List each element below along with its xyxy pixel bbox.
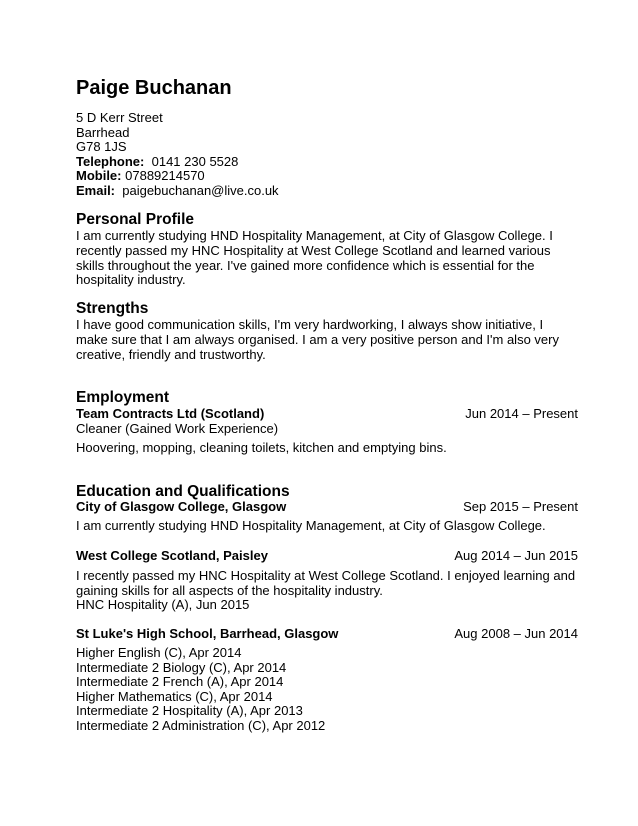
education-detail-line: Intermediate 2 Administration (C), Apr 2012 [76,717,326,733]
education-row [76,499,578,514]
education-dates: Aug 2014 – Jun 2015 [454,548,578,563]
contact-block [76,111,279,199]
education-detail-line: I recently passed my HNC Hospitality at West College Scotland. I enjoyed learning and [76,568,576,583]
education-row [76,626,578,641]
education-details [76,646,325,734]
telephone-row [76,155,279,170]
institution-name: West College Scotland, Paisley [76,548,268,563]
education-detail-line: Intermediate 2 Hospitality (A), Apr 2013 [76,703,303,719]
employment-row [76,406,578,421]
email-label: Email: [76,182,116,198]
education-details [76,519,546,534]
candidate-name: Paige Buchanan [76,77,232,99]
email-row [76,184,279,199]
institution-name: St Luke's High School, Barrhead, Glasgow [76,626,339,641]
institution-name: City of Glasgow College, Glasgow [76,499,287,514]
employer-name: Team Contracts Ltd (Scotland) [76,406,265,421]
education-heading: Education and Qualifications [76,483,290,500]
profile-text: I am currently studying HND Hospitality Management, at City of Glasgow College. I recently passed my HNC Hospitality at West College Scotland and learned various skills throughout the year. I've gained more confidence which is essential for the hospitality industry. [76,228,553,288]
postcode: G78 1JS [76,139,127,155]
education-detail-line: Higher English (C), Apr 2014 [76,645,242,660]
mobile-value: 07889214570 [125,168,205,184]
mobile-row [76,169,279,184]
education-dates: Sep 2015 – Present [463,499,578,514]
telephone-label: Telephone: [76,153,145,169]
education-detail-line: gaining skills for all aspects of the hospitality industry. [76,582,383,598]
employment-duties: Hoovering, mopping, cleaning toilets, kitchen and emptying bins. [76,440,447,455]
employment-dates: Jun 2014 – Present [465,406,578,421]
email-value: paigebuchanan@live.co.uk [122,182,279,198]
education-dates: Aug 2008 – Jun 2014 [454,626,578,641]
telephone-value: 0141 230 5528 [151,153,239,169]
employment-role: Cleaner (Gained Work Experience) [76,421,279,436]
address-line-1: 5 D Kerr Street [76,110,163,125]
employment-heading: Employment [76,389,170,406]
education-detail-line: I am currently studying HND Hospitality Management, at City of Glasgow College. [76,518,546,533]
education-detail-line: Intermediate 2 Biology (C), Apr 2014 [76,659,287,675]
education-detail-line: Intermediate 2 French (A), Apr 2014 [76,674,284,690]
strengths-text: I have good communication skills, I'm very hardworking, I always show initiative, I make sure that I am always organised. I am a very positive person and I'm also very creative, friendly and trustworthy. [76,317,559,362]
education-details [76,569,575,613]
education-detail-line: Higher Mathematics (C), Apr 2014 [76,688,273,704]
mobile-label: Mobile: [76,168,122,184]
address-line-2: Barrhead [76,124,130,140]
strengths-heading: Strengths [76,300,149,317]
education-row [76,548,578,563]
profile-heading: Personal Profile [76,211,195,228]
education-detail-line: HNC Hospitality (A), Jun 2015 [76,597,250,613]
